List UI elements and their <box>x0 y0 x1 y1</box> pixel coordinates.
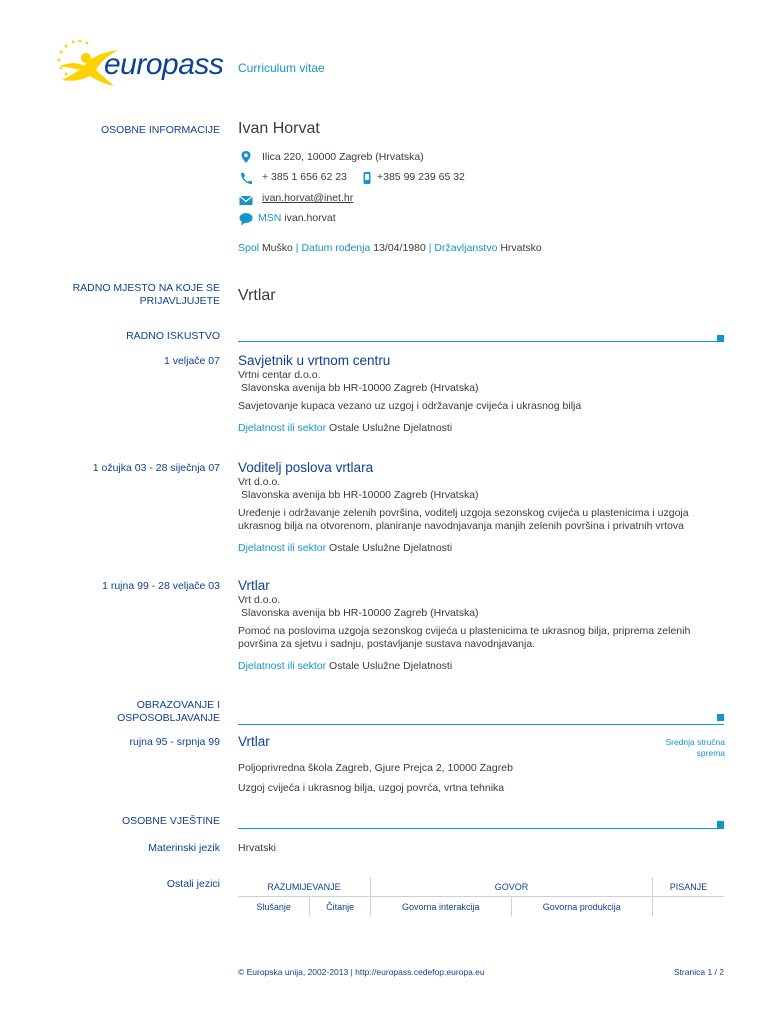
table-header-writing: PISANJE <box>652 877 724 897</box>
dob-label: Datum rođenja <box>301 242 371 254</box>
sector-value: Ostale Uslužne Djelatnosti <box>329 660 453 672</box>
language-table <box>238 877 724 916</box>
section-marker <box>717 714 724 721</box>
applicant-name: Ivan Horvat <box>238 120 320 137</box>
gender-label: Spol <box>238 242 260 254</box>
job-dates: 1 veljače 07 <box>163 355 220 367</box>
job-entry <box>238 460 724 555</box>
im-row <box>258 212 336 225</box>
education-school: Poljoprivredna škola Zagreb, Gjure Prejca 2, 10000 Zagreb <box>238 762 513 774</box>
job-entry <box>238 353 724 435</box>
employer: Vrt d.o.o. <box>238 594 281 606</box>
sector-value: Ostale Uslužne Djelatnosti <box>329 422 453 434</box>
section-divider <box>238 828 724 829</box>
sector-row <box>238 542 724 555</box>
section-divider <box>238 724 724 725</box>
job-description: Savjetovanje kupaca vezano uz uzgoj i održavanje cvijeća i ukrasnog bilja <box>238 400 582 412</box>
sector-row <box>238 660 724 673</box>
section-label-position: RADNO MJESTO NA KOJE SE PRIJAVLJUJETE <box>72 282 220 307</box>
footer-copyright: © Europska unija, 2002-2013 | http://europass.cedefop.europa.eu <box>238 967 485 977</box>
europass-logo <box>52 36 224 92</box>
table-subheader-reading: Čitanje <box>310 897 371 917</box>
sector-row <box>238 422 724 435</box>
personal-details-row <box>238 242 542 254</box>
email-icon <box>238 193 254 207</box>
location-icon <box>238 150 254 164</box>
address: Ilica 220, 10000 Zagreb (Hrvatska) <box>262 151 424 163</box>
job-title: Voditelj poslova vrtlara <box>238 460 374 475</box>
section-label-experience: RADNO ISKUSTVO <box>126 330 220 342</box>
table-subheader-spoken-interaction: Govorna interakcija <box>371 897 512 917</box>
sector-label: Djelatnost ili sektor <box>238 542 327 554</box>
sector-label: Djelatnost ili sektor <box>238 422 327 434</box>
sector-value: Ostale Uslužne Djelatnosti <box>329 542 453 554</box>
mobile-number: +385 99 239 65 32 <box>377 171 465 183</box>
im-value: ivan.horvat <box>284 212 336 224</box>
employer-address: Slavonska avenija bb HR-10000 Zagreb (Hrvatska) <box>241 607 479 619</box>
table-cell-empty <box>652 897 724 917</box>
job-dates: 1 rujna 99 - 28 veljače 03 <box>102 580 220 592</box>
table-header-understanding: RAZUMIJEVANJE <box>238 877 371 897</box>
education-level: Srednja stručna sprema <box>665 737 725 758</box>
im-label: MSN <box>258 212 282 224</box>
job-description: Pomoć na poslovima uzgoja sezonskog cvijeća u plastenicima te ukrasnog bilja, priprema zelenih površina za sjetvu i sadnju, postavljanje sustava navodnjavanja. <box>238 625 691 650</box>
education-dates: rujna 95 - srpnja 99 <box>129 736 220 748</box>
employer: Vrt d.o.o. <box>238 476 281 488</box>
other-languages-label: Ostali jezici <box>166 878 220 890</box>
position-value: Vrtlar <box>238 287 276 304</box>
gender-value: Muško <box>261 242 293 254</box>
nationality-value: Hrvatsko <box>500 242 542 254</box>
job-title: Vrtlar <box>238 578 270 593</box>
employer: Vrtni centar d.o.o. <box>238 369 321 381</box>
section-label-personal: OSOBNE INFORMACIJE <box>100 124 220 136</box>
separator: | <box>295 242 299 254</box>
mother-tongue-label: Materinski jezik <box>148 842 220 854</box>
dob-value: 13/04/1980 <box>373 242 426 254</box>
employer-address: Slavonska avenija bb HR-10000 Zagreb (Hrvatska) <box>241 489 479 501</box>
mobile-icon <box>362 171 372 185</box>
footer-page-number: Stranica 1 / 2 <box>673 967 724 977</box>
section-label-skills: OSOBNE VJEŠTINE <box>121 815 220 827</box>
job-description: Uređenje i održavanje zelenih površina, voditelj uzgoja sezonskog cvijeća u plastenicima i uzgoja ukrasnog bilja na otvorenom, planiranje navodnjavanja manjih zelenih površina i privatnih vrtova <box>238 507 689 532</box>
section-divider <box>238 341 724 342</box>
phone-number: + 385 1 656 62 23 <box>262 171 347 183</box>
email-link[interactable]: ivan.horvat@inet.hr <box>262 192 354 204</box>
employer-address: Slavonska avenija bb HR-10000 Zagreb (Hrvatska) <box>241 382 479 394</box>
job-entry <box>238 578 724 673</box>
nationality-label: Državljanstvo <box>434 242 498 254</box>
job-title: Savjetnik u vrtnom centru <box>238 353 391 368</box>
separator: | <box>428 242 432 254</box>
sector-label: Djelatnost ili sektor <box>238 660 327 672</box>
table-subheader-spoken-production: Govorna produkcija <box>511 897 652 917</box>
table-subheader-listening: Slušanje <box>238 897 310 917</box>
job-dates: 1 ožujka 03 - 28 siječnja 07 <box>92 462 220 474</box>
doc-title: Curriculum vitae <box>238 61 325 75</box>
mother-tongue-value: Hrvatski <box>238 842 276 854</box>
chat-icon <box>238 212 254 226</box>
phone-icon <box>238 171 254 185</box>
section-marker <box>717 335 724 342</box>
education-title: Vrtlar <box>238 734 270 749</box>
table-header-speaking: GOVOR <box>371 877 653 897</box>
section-marker <box>717 821 724 828</box>
section-label-education: OBRAZOVANJE I OSPOSOBLJAVANJE <box>117 699 220 724</box>
logo-wordmark: europass <box>104 48 224 81</box>
education-subjects: Uzgoj cvijeća i ukrasnog bilja, uzgoj povrća, vrtna tehnika <box>238 782 505 794</box>
